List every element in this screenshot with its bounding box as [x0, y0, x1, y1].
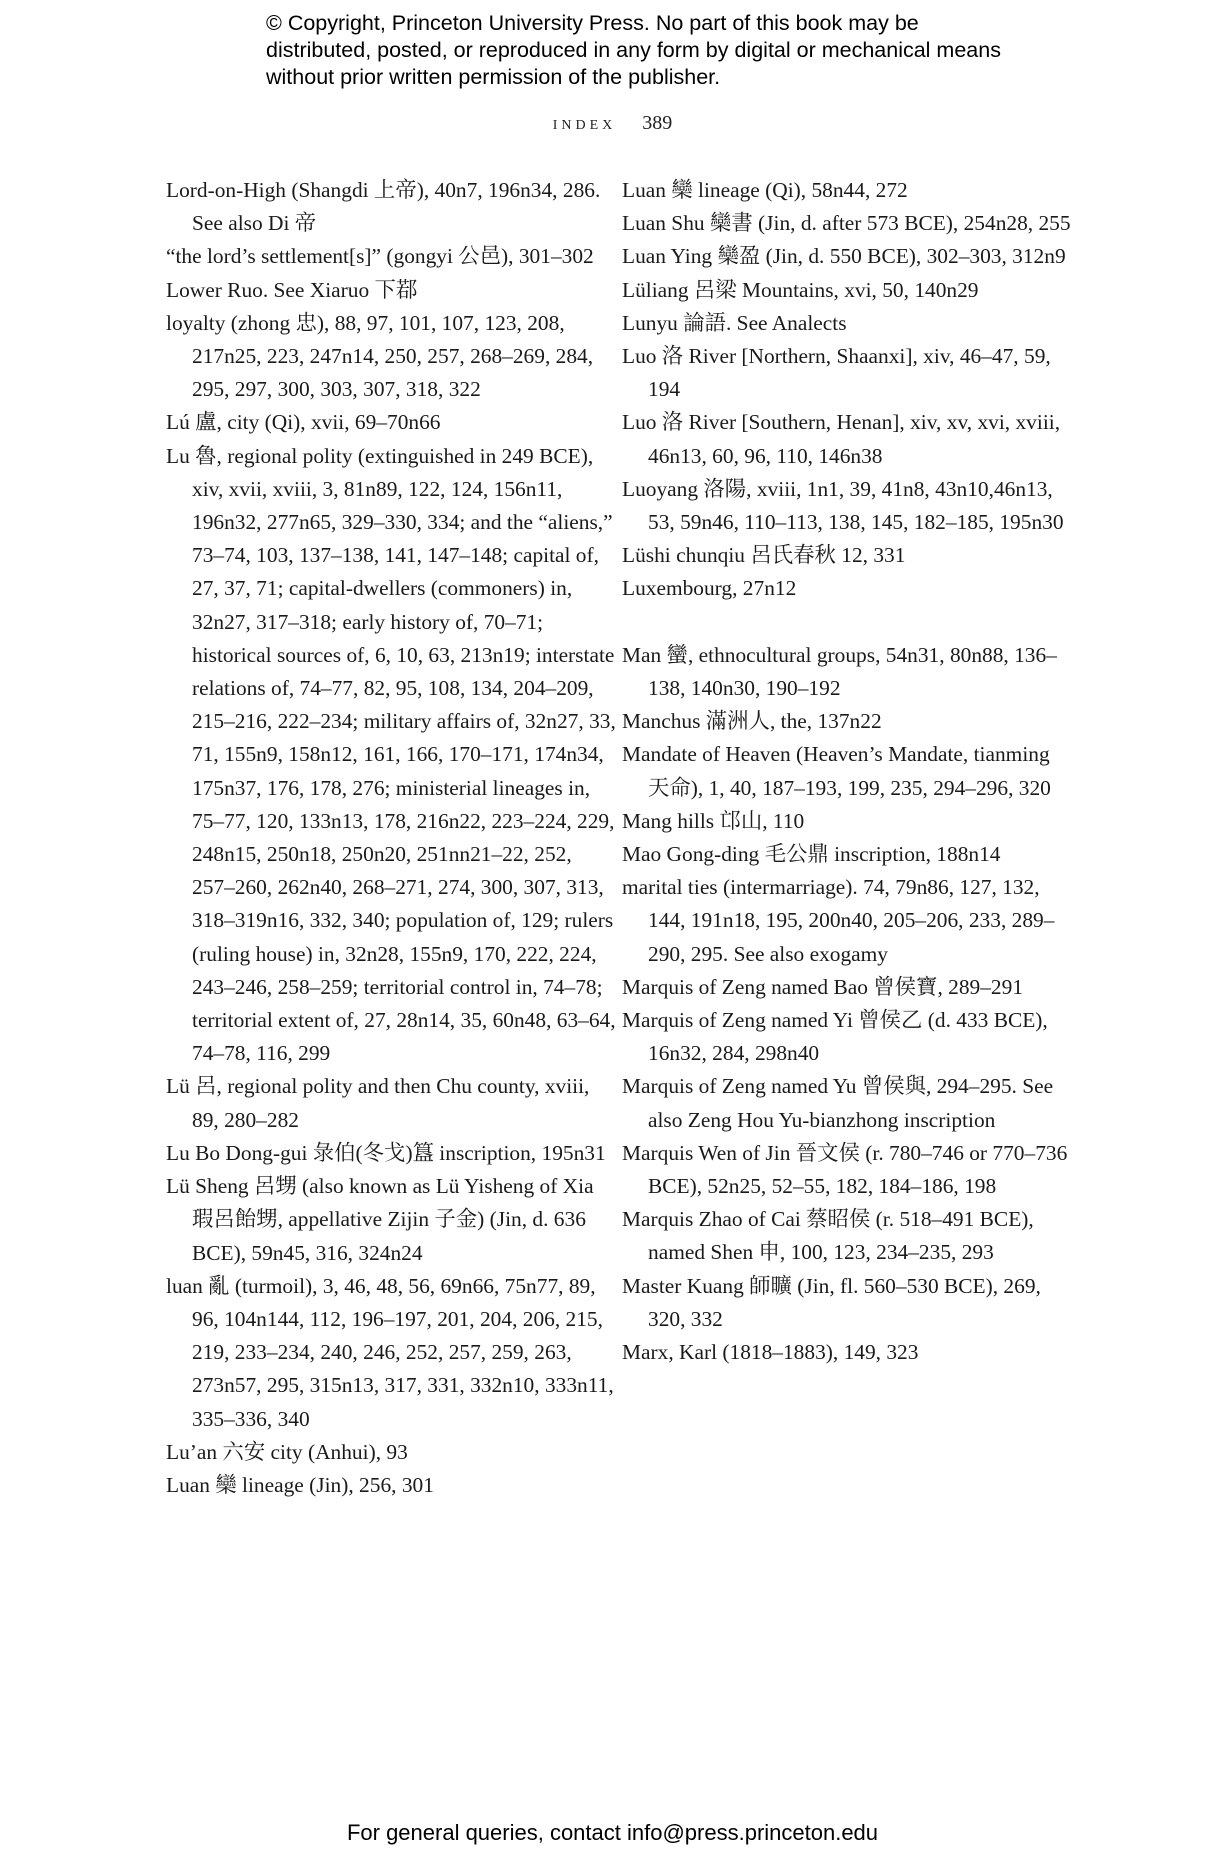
- index-entry: Lord-on-High (Shangdi 上帝), 40n7, 196n34, 286. See also Di 帝: [166, 178, 601, 236]
- index-entry: Luo 洛 River [Southern, Henan], xiv, xv, xvi, xviii, 46n13, 60, 96, 110, 146n38: [622, 410, 1061, 468]
- index-entry: Man 蠻, ethnocultural groups, 54n31, 80n88, 136–138, 140n30, 190–192: [622, 642, 1057, 701]
- index-entry: Luoyang 洛陽, xviii, 1n1, 39, 41n8, 43n10,46n13, 53, 59n46, 110–113, 138, 145, 182–185, 195n30: [622, 476, 1064, 535]
- index-entry: Luan 欒 lineage (Qi), 58n44, 272: [622, 178, 908, 202]
- index-entry: Lüshi chunqiu 呂氏春秋 12, 331: [622, 543, 906, 568]
- index-entry: marital ties (intermarriage). 74, 79n86, 127, 132, 144, 191n18, 195, 200n40, 205–206, 233, 289–290, 295. See also exogamy: [622, 875, 1055, 966]
- index-entry: Mang hills 邙山, 110: [622, 808, 805, 833]
- index-entry: Luan 欒 lineage (Jin), 256, 301: [166, 1472, 434, 1497]
- index-entry: Lú 盧, city (Qi), xvii, 69–70n66: [166, 410, 441, 435]
- index-entry: Marquis of Zeng named Bao 曾侯寶, 289–291: [622, 974, 1024, 999]
- page-number: 389: [642, 112, 673, 134]
- index-entry: loyalty (zhong 忠), 88, 97, 101, 107, 123, 208, 217n25, 223, 247n14, 250, 257, 268–269, 284, 295, 297, 300, 303, 307, 318, 322: [166, 310, 594, 402]
- index-entry: Luxembourg, 27n12: [622, 576, 797, 601]
- index-entry: Marquis of Zeng named Yu 曾侯與, 294–295. See also Zeng Hou Yu-bianzhong inscription: [622, 1074, 1054, 1132]
- index-entry: Luan Shu 欒書 (Jin, d. after 573 BCE), 254n28, 255: [622, 211, 1071, 236]
- index-entry: Marquis of Zeng named Yi 曾侯乙 (d. 433 BCE), 16n32, 284, 298n40: [622, 1008, 1048, 1066]
- index-entry: luan 亂 (turmoil), 3, 46, 48, 56, 69n66, 75n77, 89, 96, 104n144, 112, 196–197, 201, 204, 206, 215, 219, 233–234, 240, 246, 252, 257, 259, 263, 273n57, 295, 315n13, 317, 331, 332n10, 333n11, 335–336, 340: [166, 1273, 614, 1431]
- index-entry: Master Kuang 師曠 (Jin, fl. 560–530 BCE), 269, 320, 332: [622, 1273, 1041, 1331]
- index-entry: Marquis Zhao of Cai 蔡昭侯 (r. 518–491 BCE), named Shen 申, 100, 123, 234–235, 293: [622, 1207, 1034, 1265]
- index-entry: Lüliang 呂梁 Mountains, xvi, 50, 140n29: [622, 277, 979, 302]
- index-entry: Lü Sheng 呂甥 (also known as Lü Yisheng of Xia 瑕呂飴甥, appellative Zijin 子金) (Jin, d. 636 BCE), 59n45, 316, 324n24: [166, 1174, 594, 1265]
- index-column-left: [166, 174, 616, 1502]
- index-entry: Lü 呂, regional polity and then Chu county, xviii, 89, 280–282: [166, 1074, 590, 1132]
- index-entry: Manchus 滿洲人, the, 137n22: [622, 709, 882, 734]
- index-entry: Luan Ying 欒盈 (Jin, d. 550 BCE), 302–303, 312n9: [622, 244, 1066, 269]
- contact-footer: For general queries, contact info@press.princeton.edu: [346, 1820, 879, 1845]
- letter-group-spacer: [622, 606, 1072, 639]
- index-entry: Marquis Wen of Jin 晉文侯 (r. 780–746 or 770–736 BCE), 52n25, 52–55, 182, 184–186, 198: [622, 1140, 1068, 1199]
- index-entry: Marx, Karl (1818–1883), 149, 323: [622, 1340, 919, 1365]
- index-entry: Lu 魯, regional polity (extinguished in 249 BCE), xiv, xvii, xviii, 3, 81n89, 122, 124, 156n11, 196n32, 277n65, 329–330, 334; and the “aliens,” 73–74, 103, 137–138, 141, 147–148; capital of, 27, 37, 71; capital-dwellers (commoners) in, 32n27, 317–318; early history of, 70–71; historical sources of, 6, 10, 63, 213n19; interstate relations of, 74–77, 82, 95, 108, 134, 204–209, 215–216, 222–234; military affairs of, 32n27, 33, 71, 155n9, 158n12, 161, 166, 170–171, 174n34, 175n37, 176, 178, 276; ministerial lineages in, 75–77, 120, 133n13, 178, 216n22, 223–224, 229, 248n15, 250n18, 250n20, 251nn21–22, 252, 257–260, 262n40, 268–271, 274, 300, 307, 313, 318–319n16, 332, 340; population of, 129; rulers (ruling house) in, 32n28, 155n9, 170, 222, 224, 243–246, 258–259; territorial control in, 74–78; territorial extent of, 27, 28n14, 35, 60n48, 63–64, 74–78, 116, 299: [166, 443, 616, 1066]
- running-head: [0, 112, 1225, 135]
- index-entry: “the lord’s settlement[s]” (gongyi 公邑), 301–302: [166, 244, 594, 269]
- index-entry: Mandate of Heaven (Heaven’s Mandate, tianming 天命), 1, 40, 187–193, 199, 235, 294–296, 320: [622, 742, 1051, 800]
- index-column-right: [622, 174, 1072, 1369]
- index-entry: Lunyu 論語. See Analects: [622, 310, 847, 335]
- section-label: index: [552, 112, 617, 134]
- index-entry: Luo 洛 River [Northern, Shaanxi], xiv, 46–47, 59, 194: [622, 344, 1051, 402]
- index-entry: Lower Ruo. See Xiaruo 下鄀: [166, 277, 418, 302]
- index-entry: Lu’an 六安 city (Anhui), 93: [166, 1439, 408, 1464]
- index-entry: Mao Gong-ding 毛公鼎 inscription, 188n14: [622, 842, 1001, 867]
- copyright-notice: © Copyright, Princeton University Press. No part of this book may be distributed, posted, or reproduced in any form by digital or mechanical means without prior written permission of the publisher.: [266, 11, 1001, 89]
- index-entry: Lu Bo Dong-gui 彔伯(冬戈)簋 inscription, 195n31: [166, 1140, 606, 1165]
